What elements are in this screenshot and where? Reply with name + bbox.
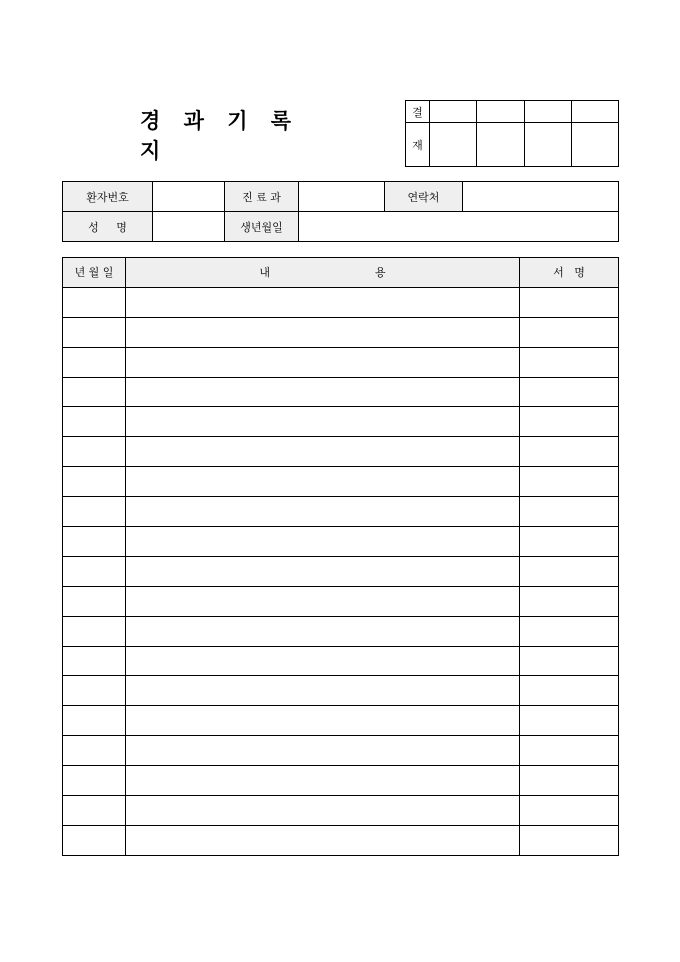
table-row (63, 796, 619, 826)
content-cell[interactable] (126, 287, 520, 317)
table-row (63, 556, 619, 586)
content-cell[interactable] (126, 377, 520, 407)
table-row (63, 497, 619, 527)
contact-label: 연락처 (385, 182, 463, 212)
date-cell[interactable] (63, 527, 126, 557)
approval-sign-cell[interactable] (571, 123, 618, 167)
table-row (63, 347, 619, 377)
date-cell[interactable] (63, 407, 126, 437)
date-cell[interactable] (63, 467, 126, 497)
patient-no-label: 환자번호 (63, 182, 153, 212)
signature-cell[interactable] (520, 467, 619, 497)
approval-cell[interactable] (524, 101, 571, 123)
table-row (63, 287, 619, 317)
signature-cell[interactable] (520, 556, 619, 586)
signature-cell[interactable] (520, 586, 619, 616)
date-cell[interactable] (63, 736, 126, 766)
date-cell[interactable] (63, 796, 126, 826)
name-label: 성 명 (63, 212, 153, 242)
patient-info-table (62, 181, 619, 242)
content-cell[interactable] (126, 676, 520, 706)
signature-cell[interactable] (520, 646, 619, 676)
signature-cell[interactable] (520, 796, 619, 826)
signature-cell[interactable] (520, 766, 619, 796)
signature-cell[interactable] (520, 497, 619, 527)
date-cell[interactable] (63, 317, 126, 347)
date-cell[interactable] (63, 676, 126, 706)
signature-cell[interactable] (520, 736, 619, 766)
approval-sign-cell[interactable] (430, 123, 477, 167)
table-row (63, 706, 619, 736)
table-row (63, 586, 619, 616)
date-header: 년 월 일 (63, 258, 126, 288)
date-cell[interactable] (63, 646, 126, 676)
signature-cell[interactable] (520, 676, 619, 706)
content-cell[interactable] (126, 317, 520, 347)
content-cell[interactable] (126, 556, 520, 586)
date-cell[interactable] (63, 586, 126, 616)
department-field[interactable] (299, 182, 385, 212)
content-cell[interactable] (126, 527, 520, 557)
date-cell[interactable] (63, 377, 126, 407)
table-row (63, 527, 619, 557)
approval-label-bottom: 재 (406, 123, 430, 167)
approval-sign-cell[interactable] (524, 123, 571, 167)
name-field[interactable] (153, 212, 225, 242)
content-cell[interactable] (126, 586, 520, 616)
signature-cell[interactable] (520, 287, 619, 317)
page-title: 경 과 기 록 지 (140, 109, 300, 163)
table-row (63, 825, 619, 855)
table-row (63, 317, 619, 347)
table-row (63, 377, 619, 407)
content-cell[interactable] (126, 437, 520, 467)
approval-cell[interactable] (430, 101, 477, 123)
date-cell[interactable] (63, 287, 126, 317)
date-cell[interactable] (63, 437, 126, 467)
contact-field[interactable] (463, 182, 619, 212)
signature-cell[interactable] (520, 527, 619, 557)
date-cell[interactable] (63, 766, 126, 796)
content-cell[interactable] (126, 467, 520, 497)
table-row (63, 736, 619, 766)
date-cell[interactable] (63, 616, 126, 646)
content-cell[interactable] (126, 706, 520, 736)
approval-label-top: 결 (406, 101, 430, 123)
approval-cell[interactable] (477, 101, 524, 123)
date-cell[interactable] (63, 556, 126, 586)
table-row (63, 616, 619, 646)
date-cell[interactable] (63, 706, 126, 736)
table-row (63, 676, 619, 706)
signature-cell[interactable] (520, 317, 619, 347)
signature-cell[interactable] (520, 437, 619, 467)
progress-log-table (62, 257, 619, 856)
signature-cell[interactable] (520, 825, 619, 855)
content-cell[interactable] (126, 736, 520, 766)
table-row (63, 437, 619, 467)
content-header: 내 용 (126, 258, 520, 288)
signature-cell[interactable] (520, 407, 619, 437)
table-row (63, 646, 619, 676)
approval-box (405, 100, 619, 167)
content-cell[interactable] (126, 347, 520, 377)
birth-field[interactable] (299, 212, 619, 242)
date-cell[interactable] (63, 825, 126, 855)
date-cell[interactable] (63, 497, 126, 527)
content-cell[interactable] (126, 616, 520, 646)
content-cell[interactable] (126, 497, 520, 527)
birth-label: 생년월일 (225, 212, 299, 242)
content-cell[interactable] (126, 796, 520, 826)
approval-cell[interactable] (571, 101, 618, 123)
content-cell[interactable] (126, 407, 520, 437)
signature-cell[interactable] (520, 347, 619, 377)
table-row (63, 467, 619, 497)
signature-cell[interactable] (520, 616, 619, 646)
approval-sign-cell[interactable] (477, 123, 524, 167)
signature-cell[interactable] (520, 706, 619, 736)
department-label: 진 료 과 (225, 182, 299, 212)
content-cell[interactable] (126, 766, 520, 796)
table-row (63, 407, 619, 437)
content-cell[interactable] (126, 825, 520, 855)
content-cell[interactable] (126, 646, 520, 676)
table-row (63, 766, 619, 796)
patient-no-field[interactable] (153, 182, 225, 212)
signature-cell[interactable] (520, 377, 619, 407)
date-cell[interactable] (63, 347, 126, 377)
signature-header: 서 명 (520, 258, 619, 288)
